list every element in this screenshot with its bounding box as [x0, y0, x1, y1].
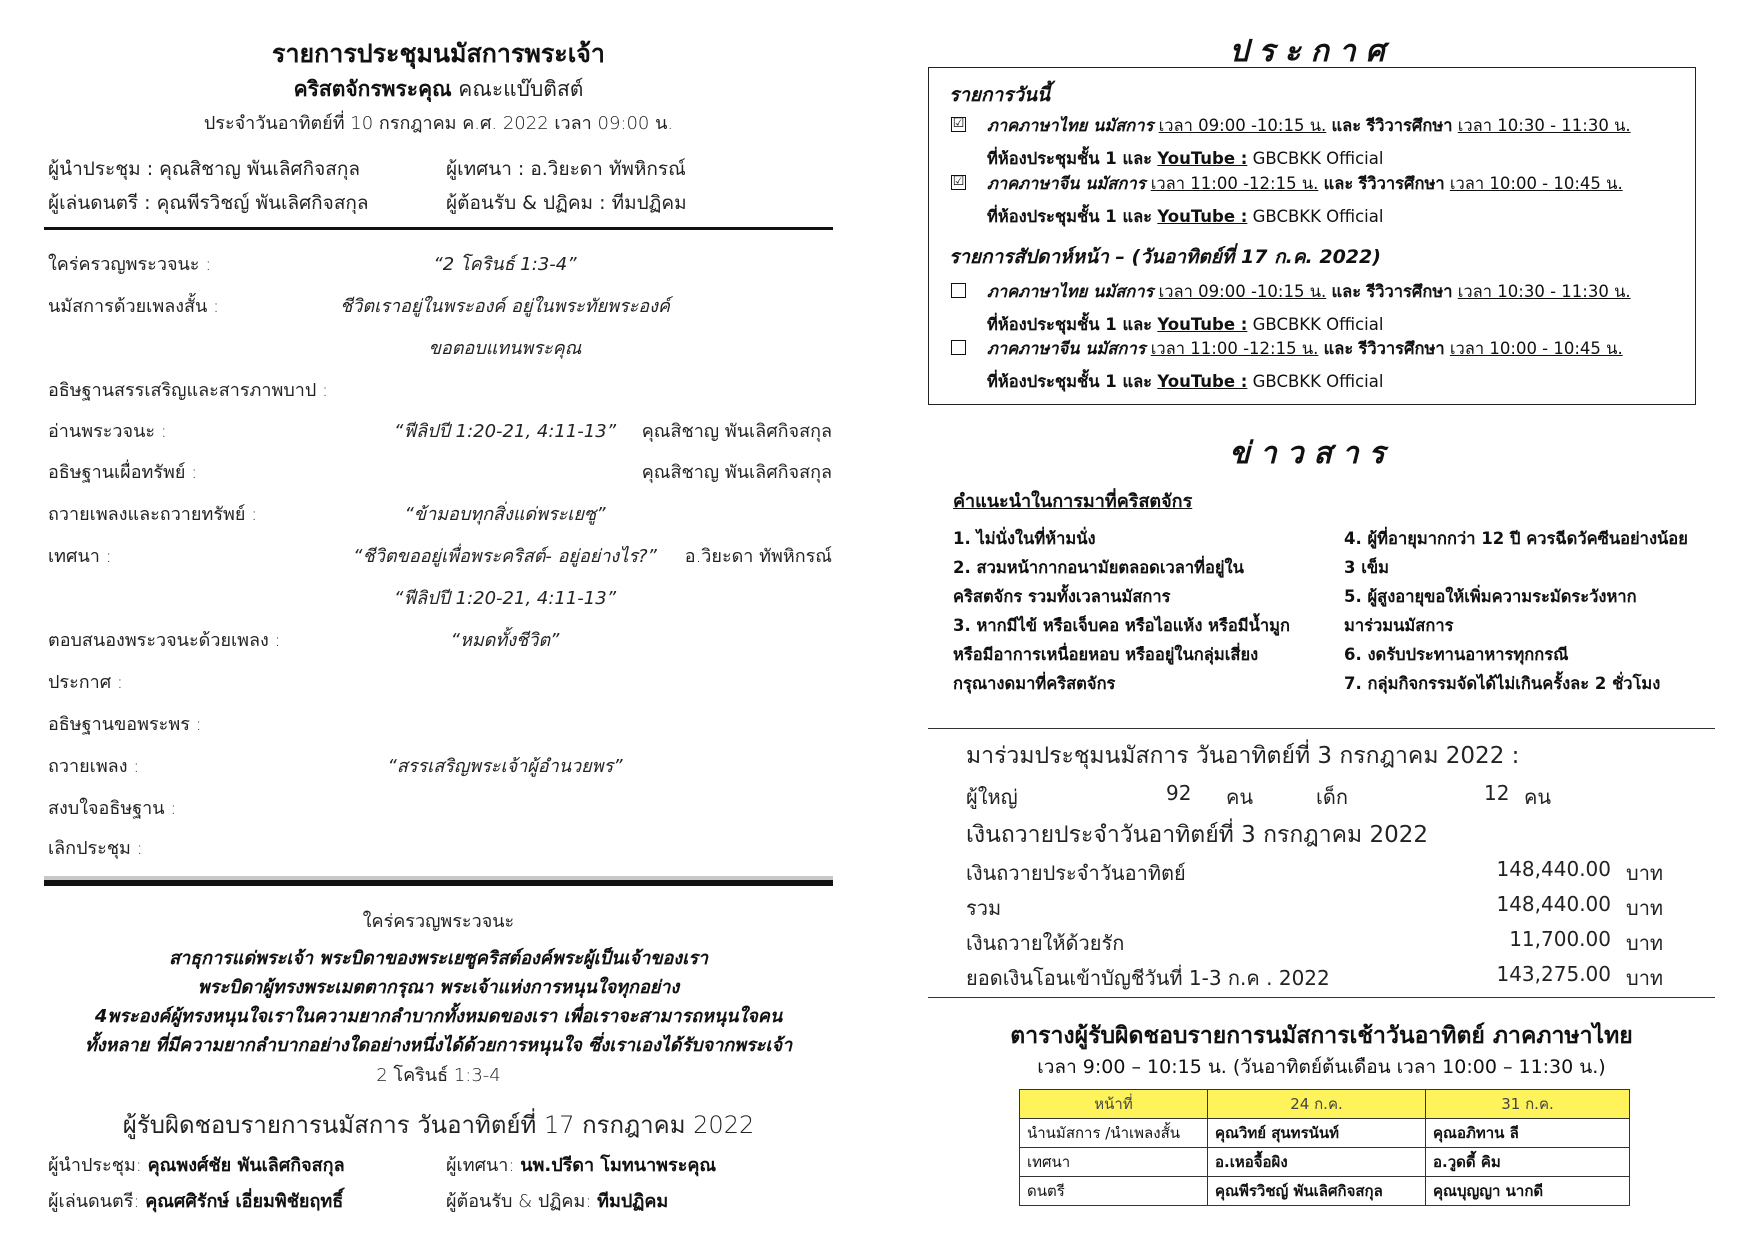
offering-unit: บาท	[1626, 896, 1664, 920]
next-leader-name: คุณพงศ์ชัย พันเลิศกิจสกุล	[147, 1155, 345, 1176]
service-date: ประจำวันอาทิตย์ที่ 10 กรกฎาคม ค.ศ. 2022 เวลา 09:00 น.	[203, 113, 674, 134]
service-and: และ	[1331, 282, 1362, 301]
youtube-channel: GBCBKK Official	[1252, 372, 1384, 391]
table-row	[1020, 1177, 1630, 1206]
order-label: ประกาศ :	[48, 672, 123, 693]
guide-item: 7. กลุ่มกิจกรรมจัดได้ไม่เกินครั้งละ 2 ชั่วโมง	[1344, 674, 1661, 693]
table-row	[1020, 1119, 1630, 1148]
order-label: สงบใจอธิษฐาน :	[48, 798, 177, 819]
guide-item: 5. ผู้สูงอายุขอให้เพิ่มความระมัดระวังหาก	[1344, 587, 1637, 606]
announcement-heading: ประกาศ	[1229, 34, 1395, 69]
order-label: เทศนา :	[48, 546, 112, 567]
order-person: อ.วิยะดา ทัพหิกรณ์	[684, 546, 832, 567]
guide-item: 2. สวมหน้ากากอนามัยตลอดเวลาที่อยู่ใน	[953, 558, 1244, 577]
service-place: ที่ห้องประชุมชั้น 1 และ	[987, 207, 1153, 226]
order-label: เลิกประชุม :	[48, 838, 143, 859]
schedule-title: ตารางผู้รับผิดชอบรายการนมัสการเช้าวันอาทิตย์ ภาคภาษาไทย	[1010, 1023, 1633, 1049]
service-and: และ	[1323, 339, 1354, 358]
next-musician-label: ผู้เล่นดนตรี:	[48, 1191, 140, 1212]
adult-label: ผู้ใหญ่	[966, 785, 1018, 809]
service-place: ที่ห้องประชุมชั้น 1 และ	[987, 372, 1153, 391]
next-preacher	[446, 1150, 716, 1179]
order-detail: “หมดทั้งชีวิต”	[450, 630, 560, 651]
today-title: รายการวันนี้	[949, 84, 1051, 106]
service-time: เวลา 11:00 -12:15 น.	[1150, 174, 1319, 193]
divider	[44, 227, 833, 230]
order-detail: ขอตอบแทนพระคุณ	[428, 338, 582, 359]
guide-item: 4. ผู้ที่อายุมากกว่า 12 ปี ควรฉีดวัคซีนอย่างน้อย	[1344, 529, 1688, 548]
study-label: รีวิวารศึกษา	[1358, 339, 1445, 358]
guide-title: คำแนะนำในการมาที่คริสตจักร	[953, 491, 1193, 512]
youtube-channel: GBCBKK Official	[1252, 207, 1384, 226]
service-place: ที่ห้องประชุมชั้น 1 และ	[987, 149, 1153, 168]
adult-count: 92	[1166, 781, 1192, 805]
service-time: เวลา 09:00 -10:15 น.	[1158, 282, 1327, 301]
table-cell: คุณบุญญา นากดี	[1426, 1177, 1630, 1206]
next-usher-label: ผู้ต้อนรับ & ปฏิคม:	[446, 1191, 592, 1212]
service-place: ที่ห้องประชุมชั้น 1 และ	[987, 315, 1153, 334]
table-cell: เทศนา	[1020, 1148, 1208, 1177]
table-header-cell: 31 ก.ค.	[1426, 1090, 1630, 1119]
order-detail: “ข้ามอบทุกสิ่งแด่พระเยซู”	[404, 504, 606, 525]
youtube-label: YouTube :	[1157, 207, 1248, 226]
order-label: ใคร่ครวญพระวจนะ :	[48, 254, 212, 275]
divider	[44, 880, 833, 886]
order-label: อธิษฐานขอพระพร :	[48, 714, 202, 735]
child-unit: คน	[1524, 785, 1552, 809]
study-label: รีวิวารศึกษา	[1366, 116, 1453, 135]
next-usher-name: ทีมปฏิคม	[597, 1191, 669, 1212]
order-detail: “ฟีลิปปี 1:20-21, 4:11-13”	[393, 588, 617, 609]
next-preacher-name: นพ.ปรีดา โมทนาพระคุณ	[520, 1155, 717, 1176]
next-leader-label: ผู้นำประชุม:	[48, 1155, 142, 1176]
youtube-channel: GBCBKK Official	[1252, 149, 1384, 168]
table-cell: นำนมัสการ /นำเพลงสั้น	[1020, 1119, 1208, 1148]
table-cell: อ.วูดดี้ คิม	[1426, 1148, 1630, 1177]
service-text	[987, 113, 1631, 172]
table-cell: ดนตรี	[1020, 1177, 1208, 1206]
table-cell: อ.เหอจื้อผิง	[1208, 1148, 1426, 1177]
study-time: เวลา 10:30 - 11:30 น.	[1457, 282, 1631, 301]
meditation-line: 4พระองค์ผู้ทรงหนุนใจเราในความยากลำบากทั้งหมดของเรา เพื่อเราจะสามารถหนุนใจคน	[94, 1006, 783, 1027]
offering-title: เงินถวายประจำวันอาทิตย์ที่ 3 กรกฎาคม 2022	[966, 822, 1429, 848]
checkbox-icon	[951, 340, 966, 355]
next-week-services-title: รายการสัปดาห์หน้า – (วันอาทิตย์ที่ 17 ก.ค. 2022)	[949, 246, 1381, 268]
study-label: รีวิวารศึกษา	[1366, 282, 1453, 301]
meditation-heading: ใคร่ครวญพระวจนะ	[362, 911, 515, 932]
order-label: นมัสการด้วยเพลงสั้น :	[48, 296, 220, 317]
service-time: เวลา 11:00 -12:15 น.	[1150, 339, 1319, 358]
musician-line: ผู้เล่นดนตรี : คุณพีรวิชญ์ พันเลิศกิจสกุล	[48, 192, 369, 214]
study-time: เวลา 10:30 - 11:30 น.	[1457, 116, 1631, 135]
order-person: คุณสิชาญ พันเลิศกิจสกุล	[641, 462, 832, 483]
checkbox-icon	[951, 283, 966, 298]
offering-unit: บาท	[1626, 861, 1664, 885]
order-label: อธิษฐานเผื่อทรัพย์ :	[48, 462, 198, 483]
church-name-bold: คริสตจักรพระคุณ	[293, 77, 452, 101]
order-label: ถวายเพลง :	[48, 756, 140, 777]
guide-item: 1. ไม่นั่งในที่ห้ามนั่ง	[953, 529, 1096, 548]
meditation-line: พระบิดาผู้ทรงพระเมตตากรุณา พระเจ้าแห่งการหนุนใจทุกอย่าง	[197, 977, 680, 998]
order-detail: “ฟีลิปปี 1:20-21, 4:11-13”	[393, 421, 617, 442]
offering-unit: บาท	[1626, 931, 1664, 955]
table-cell: คุณพีรวิชญ์ พันเลิศกิจสกุล	[1208, 1177, 1426, 1206]
program-title: รายการประชุมนมัสการพระเจ้า	[272, 39, 605, 68]
study-time: เวลา 10:00 - 10:45 น.	[1449, 339, 1623, 358]
offering-label: รวม	[966, 896, 1002, 920]
youtube-channel: GBCBKK Official	[1252, 315, 1384, 334]
table-header-row	[1020, 1090, 1630, 1119]
meditation-line: สาธุการแด่พระเจ้า พระบิดาของพระเยซูคริสต์องค์พระผู้เป็นเจ้าของเรา	[168, 948, 709, 969]
service-language: ภาคภาษาไทย นมัสการ	[987, 116, 1154, 135]
divider	[928, 997, 1715, 998]
order-detail: “2 โครินธ์ 1:3-4”	[433, 254, 577, 275]
church-denomination: คณะแบ๊บติสต์	[458, 77, 584, 101]
order-label: อ่านพระวจนะ :	[48, 421, 167, 442]
study-time: เวลา 10:00 - 10:45 น.	[1449, 174, 1623, 193]
table-cell: คุณอภิทาน ลี	[1426, 1119, 1630, 1148]
guide-item: 3. หากมีไข้ หรือเจ็บคอ หรือไอแห้ง หรือมีน้ำมูก	[953, 616, 1291, 635]
guide-item: 3 เข็ม	[1344, 558, 1390, 577]
checkbox-icon: ☑	[952, 116, 965, 131]
youtube-label: YouTube :	[1157, 315, 1248, 334]
table-header-cell: 24 ก.ค.	[1208, 1090, 1426, 1119]
order-detail: ชีวิตเราอยู่ในพระองค์ อยู่ในพระทัยพระองค์	[340, 296, 670, 317]
youtube-label: YouTube :	[1157, 149, 1248, 168]
service-and: และ	[1323, 174, 1354, 193]
study-label: รีวิวารศึกษา	[1358, 174, 1445, 193]
order-detail: “สรรเสริญพระเจ้าผู้อำนวยพร”	[387, 756, 623, 777]
offering-unit: บาท	[1626, 966, 1664, 990]
service-text	[987, 336, 1623, 395]
schedule-subtitle: เวลา 9:00 – 10:15 น. (วันอาทิตย์ต้นเดือน เวลา 10:00 – 11:30 น.)	[1037, 1056, 1606, 1078]
offering-amount: 11,700.00	[1509, 927, 1611, 951]
offering-amount: 143,275.00	[1496, 962, 1611, 986]
preacher-line: ผู้เทศนา : อ.วิยะดา ทัพหิกรณ์	[446, 158, 686, 180]
table-cell: คุณวิทย์ สุนทรนันท์	[1208, 1119, 1426, 1148]
news-heading: ข่าวสาร	[1229, 436, 1395, 471]
child-count: 12	[1484, 781, 1510, 805]
checkbox-icon: ☑	[952, 174, 965, 189]
table-header-cell: หน้าที่	[1020, 1090, 1208, 1119]
meditation-reference: 2 โครินธ์ 1:3-4	[376, 1065, 501, 1086]
order-detail: “ชีวิตขออยู่เพื่อพระคริสต์- อยู่อย่างไร?”	[353, 546, 657, 567]
offering-amount: 148,440.00	[1496, 857, 1611, 881]
order-label: ตอบสนองพระวจนะด้วยเพลง :	[48, 630, 281, 651]
attendance-title: มาร่วมประชุมนมัสการ วันอาทิตย์ที่ 3 กรกฎาคม 2022 :	[966, 743, 1520, 769]
guide-item: คริสตจักร รวมทั้งเวลานมัสการ	[953, 587, 1171, 606]
next-week-title: ผู้รับผิดชอบรายการนมัสการ วันอาทิตย์ที่ 17 กรกฎาคม 2022	[122, 1111, 755, 1139]
guide-item: 6. งดรับประทานอาหารทุกกรณี	[1344, 645, 1569, 664]
service-text	[987, 279, 1631, 338]
next-musician-name: คุณศศิรักษ์ เอี่ยมพิชัยฤทธิ์	[145, 1191, 344, 1212]
service-language: ภาคภาษาไทย นมัสการ	[987, 282, 1154, 301]
divider	[928, 728, 1715, 729]
offering-amount: 148,440.00	[1496, 892, 1611, 916]
next-musician	[48, 1186, 343, 1215]
table-row	[1020, 1148, 1630, 1177]
offering-label: เงินถวายประจำวันอาทิตย์	[966, 861, 1186, 885]
service-text	[987, 171, 1623, 230]
service-time: เวลา 09:00 -10:15 น.	[1158, 116, 1327, 135]
duty-table	[1019, 1089, 1630, 1206]
next-preacher-label: ผู้เทศนา:	[446, 1155, 515, 1176]
order-person: คุณสิชาญ พันเลิศกิจสกุล	[641, 421, 832, 442]
child-label: เด็ก	[1316, 785, 1348, 809]
adult-unit: คน	[1226, 785, 1254, 809]
order-label: ถวายเพลงและถวายทรัพย์ :	[48, 504, 258, 525]
service-and: และ	[1331, 116, 1362, 135]
church-name	[44, 73, 833, 106]
service-language: ภาคภาษาจีน นมัสการ	[987, 339, 1146, 358]
next-leader	[48, 1150, 345, 1179]
offering-label: ยอดเงินโอนเข้าบัญชีวันที่ 1-3 ก.ค . 2022	[966, 966, 1330, 990]
service-language: ภาคภาษาจีน นมัสการ	[987, 174, 1146, 193]
guide-item: กรุณางดมาที่คริสตจักร	[953, 674, 1116, 693]
meditation-line: ทั้งหลาย ที่มีความยากลำบากอย่างใดอย่างหนึ่งได้ด้วยการหนุนใจ ซึ่งเราเองได้รับจากพระเจ้า	[84, 1035, 793, 1056]
usher-line: ผู้ต้อนรับ & ปฏิคม : ทีมปฏิคม	[446, 192, 687, 214]
guide-item: มาร่วมนมัสการ	[1344, 616, 1454, 635]
next-usher	[446, 1186, 668, 1215]
youtube-label: YouTube :	[1157, 372, 1248, 391]
order-label: อธิษฐานสรรเสริญและสารภาพบาป :	[48, 380, 329, 401]
offering-label: เงินถวายให้ด้วยรัก	[966, 931, 1125, 955]
guide-item: หรือมีอาการเหนื่อยหอบ หรืออยู่ในกลุ่มเสี่ยง	[953, 645, 1259, 664]
leader-line: ผู้นำประชุม : คุณสิชาญ พันเลิศกิจสกุล	[48, 158, 360, 180]
